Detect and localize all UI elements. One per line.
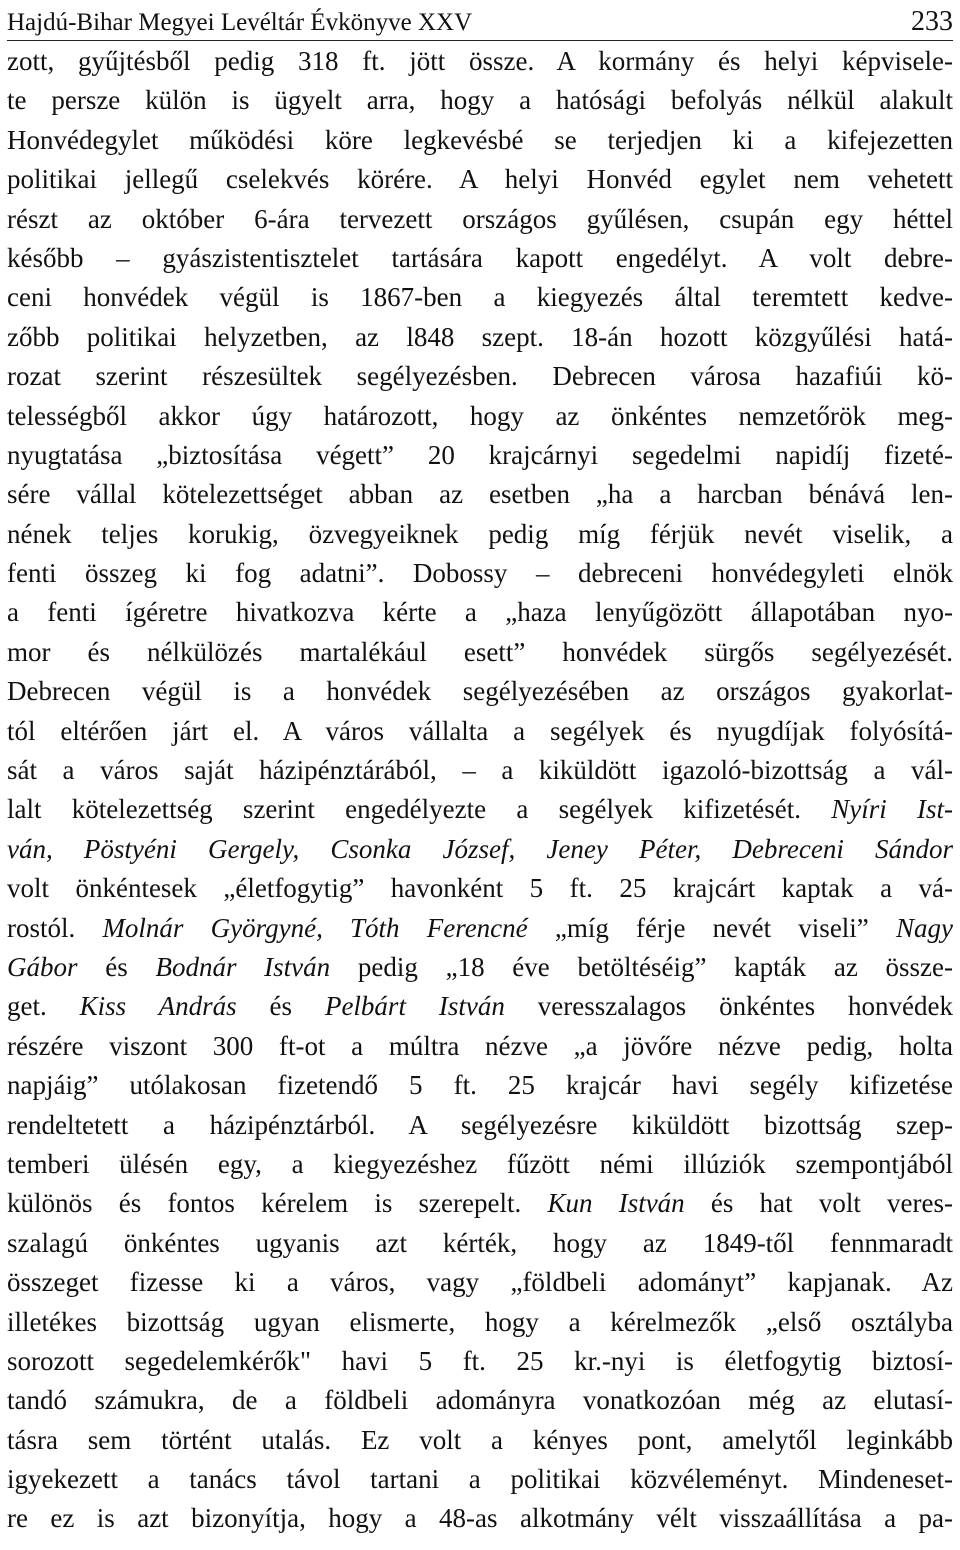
- text-line: [7, 1499, 953, 1538]
- text-line: [7, 1421, 953, 1460]
- text-line: [7, 1342, 953, 1381]
- text-segment: telességből akkor úgy határozott, hogy az önkéntes nemzetőrök meg-: [7, 400, 953, 431]
- italic-name-text: Bodnár István: [155, 951, 331, 982]
- text-segment: tól eltérően járt el. A város vállalta a segélyek és nyugdíjak folyósítá-: [7, 715, 953, 746]
- text-segment: veresszalagos önkéntes honvédek: [504, 991, 953, 1022]
- text-segment: részére viszont 300 ft-ot a múltra nézve „a jövőre nézve pedig, holta: [7, 1030, 953, 1061]
- text-segment: különös és fontos kérelem is szerepelt.: [7, 1188, 548, 1219]
- text-line: [7, 239, 953, 278]
- text-line: [7, 790, 953, 829]
- text-segment: rozat szerint részesültek segélyezésben. Debrecen városa hazafiúi kö-: [7, 361, 953, 392]
- page-number: 233: [911, 6, 953, 37]
- text-line: [7, 42, 953, 81]
- text-line: [7, 712, 953, 751]
- text-line: [7, 160, 953, 199]
- text-segment: lalt kötelezettség szerint engedélyezte a segélyek kifizetését.: [7, 794, 832, 825]
- text-line: [7, 1106, 953, 1145]
- text-line: [7, 593, 953, 632]
- text-line: [7, 475, 953, 514]
- text-segment: tandó számukra, de a földbeli adományra vonatkozóan még az elutasí-: [7, 1385, 953, 1416]
- italic-name-text: Nyíri Ist-: [831, 794, 954, 825]
- text-segment: „míg férje nevét viseli”: [527, 912, 896, 943]
- text-segment: sorozott segedelemkérők" havi 5 ft. 25 kr.-nyi is életfogytig biztosí-: [7, 1345, 953, 1376]
- text-line: [7, 1381, 953, 1420]
- text-line: [7, 81, 953, 120]
- text-segment: rendeltetett a házipénztárból. A segélyezésre kiküldött bizottság szep-: [7, 1109, 953, 1140]
- text-segment: mor és nélkülözés martalékául esett” honvédek sürgős segélyezését.: [7, 636, 953, 667]
- text-line: [7, 909, 953, 948]
- text-segment: zőbb politikai helyzetben, az l848 szept. 18-án hozott közgyűlési hatá-: [7, 321, 953, 352]
- text-line: [7, 121, 953, 160]
- text-segment: re ez is azt bizonyítja, hogy a 48-as alkotmány vélt visszaállítása a pa-: [7, 1503, 953, 1534]
- text-segment: get.: [7, 991, 80, 1022]
- text-line: [7, 1027, 953, 1066]
- text-line: [7, 436, 953, 475]
- text-line: [7, 1145, 953, 1184]
- journal-title: Hajdú-Bihar Megyei Levéltár Évkönyve XXV: [7, 9, 473, 36]
- text-line: [7, 1303, 953, 1342]
- text-line: [7, 1066, 953, 1105]
- text-line: [7, 1184, 953, 1223]
- text-segment: ceni honvédek végül is 1867-ben a kiegyezés által teremtett kedve-: [7, 282, 953, 313]
- text-line: [7, 200, 953, 239]
- text-segment: Honvédegylet működési köre legkevésbé se terjedjen ki a kifejezetten: [7, 124, 953, 155]
- text-segment: később – gyászistentisztelet tartására kapott engedélyt. A volt debre-: [7, 242, 953, 273]
- italic-name-text: Molnár Györgyné, Tóth Ferencné: [102, 912, 528, 943]
- text-segment: zott, gyűjtésből pedig 318 ft. jött össze. A kormány és helyi képvisele-: [7, 46, 953, 76]
- text-segment: részt az október 6-ára tervezett országos gyűlésen, csupán egy héttel: [7, 203, 953, 234]
- text-segment: illetékes bizottság ugyan elismerte, hogy a kérelmezők „első osztályba: [7, 1306, 953, 1337]
- text-line: [7, 987, 953, 1026]
- text-line: [7, 1460, 953, 1499]
- text-line: [7, 672, 953, 711]
- italic-name-text: Nagy: [895, 912, 953, 943]
- text-segment: és: [77, 951, 156, 982]
- text-line: [7, 633, 953, 672]
- text-line: [7, 554, 953, 593]
- italic-name-text: Kiss András: [79, 991, 237, 1022]
- text-line: [7, 869, 953, 908]
- text-segment: volt önkéntesek „életfogytig” havonként 5 ft. 25 krajcárt kaptak a vá-: [7, 873, 953, 904]
- text-line: [7, 1224, 953, 1263]
- text-line: [7, 830, 953, 869]
- text-line: [7, 397, 953, 436]
- text-line: [7, 318, 953, 357]
- text-segment: politikai jellegű cselekvés körére. A helyi Honvéd egylet nem vehetett: [7, 164, 953, 195]
- text-segment: te persze külön is ügyelt arra, hogy a hatósági befolyás nélkül alakult: [7, 85, 953, 116]
- text-segment: napjáig” utólakosan fizetendő 5 ft. 25 krajcár havi segély kifizetése: [7, 1070, 953, 1101]
- text-segment: és hat volt veres-: [684, 1188, 953, 1219]
- text-segment: rostól.: [7, 912, 103, 943]
- text-segment: tásra sem történt utalás. Ez volt a kényes pont, amelytől leginkább: [7, 1424, 953, 1455]
- text-segment: fenti összeg ki fog adatni”. Dobossy – debreceni honvédegyleti elnök: [7, 558, 953, 589]
- text-line: [7, 278, 953, 317]
- italic-name-text: ván, Pöstyéni Gergely, Csonka József, Jeney Péter, Debreceni Sándor: [7, 833, 953, 864]
- italic-name-text: Pelbárt István: [324, 991, 505, 1022]
- italic-name-text: Gábor: [7, 951, 78, 982]
- text-segment: sát a város saját házipénztárából, – a kiküldött igazoló-bizottság a vál-: [7, 755, 953, 786]
- text-segment: nének teljes korukig, özvegyeiknek pedig míg férjük nevét viselik, a: [7, 518, 953, 549]
- text-segment: és: [236, 991, 325, 1022]
- text-line: [7, 1263, 953, 1302]
- text-segment: a fenti ígéretre hivatkozva kérte a „haza lenyűgözött állapotában nyo-: [7, 597, 953, 628]
- text-line: [7, 515, 953, 554]
- text-line: [7, 357, 953, 396]
- text-segment: összeget fizesse ki a város, vagy „földbeli adományt” kapjanak. Az: [7, 1267, 953, 1298]
- text-segment: szalagú önkéntes ugyanis azt kérték, hogy az 1849-től fennmaradt: [7, 1227, 953, 1258]
- text-segment: igyekezett a tanács távol tartani a politikai közvéleményt. Mindeneset-: [7, 1464, 953, 1495]
- text-line: [7, 948, 953, 987]
- italic-name-text: Kun István: [547, 1188, 685, 1219]
- running-header: [7, 0, 953, 41]
- text-line: [7, 751, 953, 790]
- text-segment: temberi ülésén egy, a kiegyezéshez fűzött némi illúziók szempontjából: [7, 1148, 953, 1179]
- text-segment: Debrecen végül is a honvédek segélyezésében az országos gyakorlat-: [7, 676, 953, 707]
- text-segment: nyugtatása „biztosítása végett” 20 krajcárnyi segedelmi napidíj fizeté-: [7, 439, 953, 470]
- body-text: [7, 42, 953, 1539]
- text-segment: pedig „18 éve betöltéséig” kapták az össze-: [330, 951, 954, 982]
- text-segment: sére vállal kötelezettséget abban az esetben „ha a harcban bénává len-: [7, 479, 953, 510]
